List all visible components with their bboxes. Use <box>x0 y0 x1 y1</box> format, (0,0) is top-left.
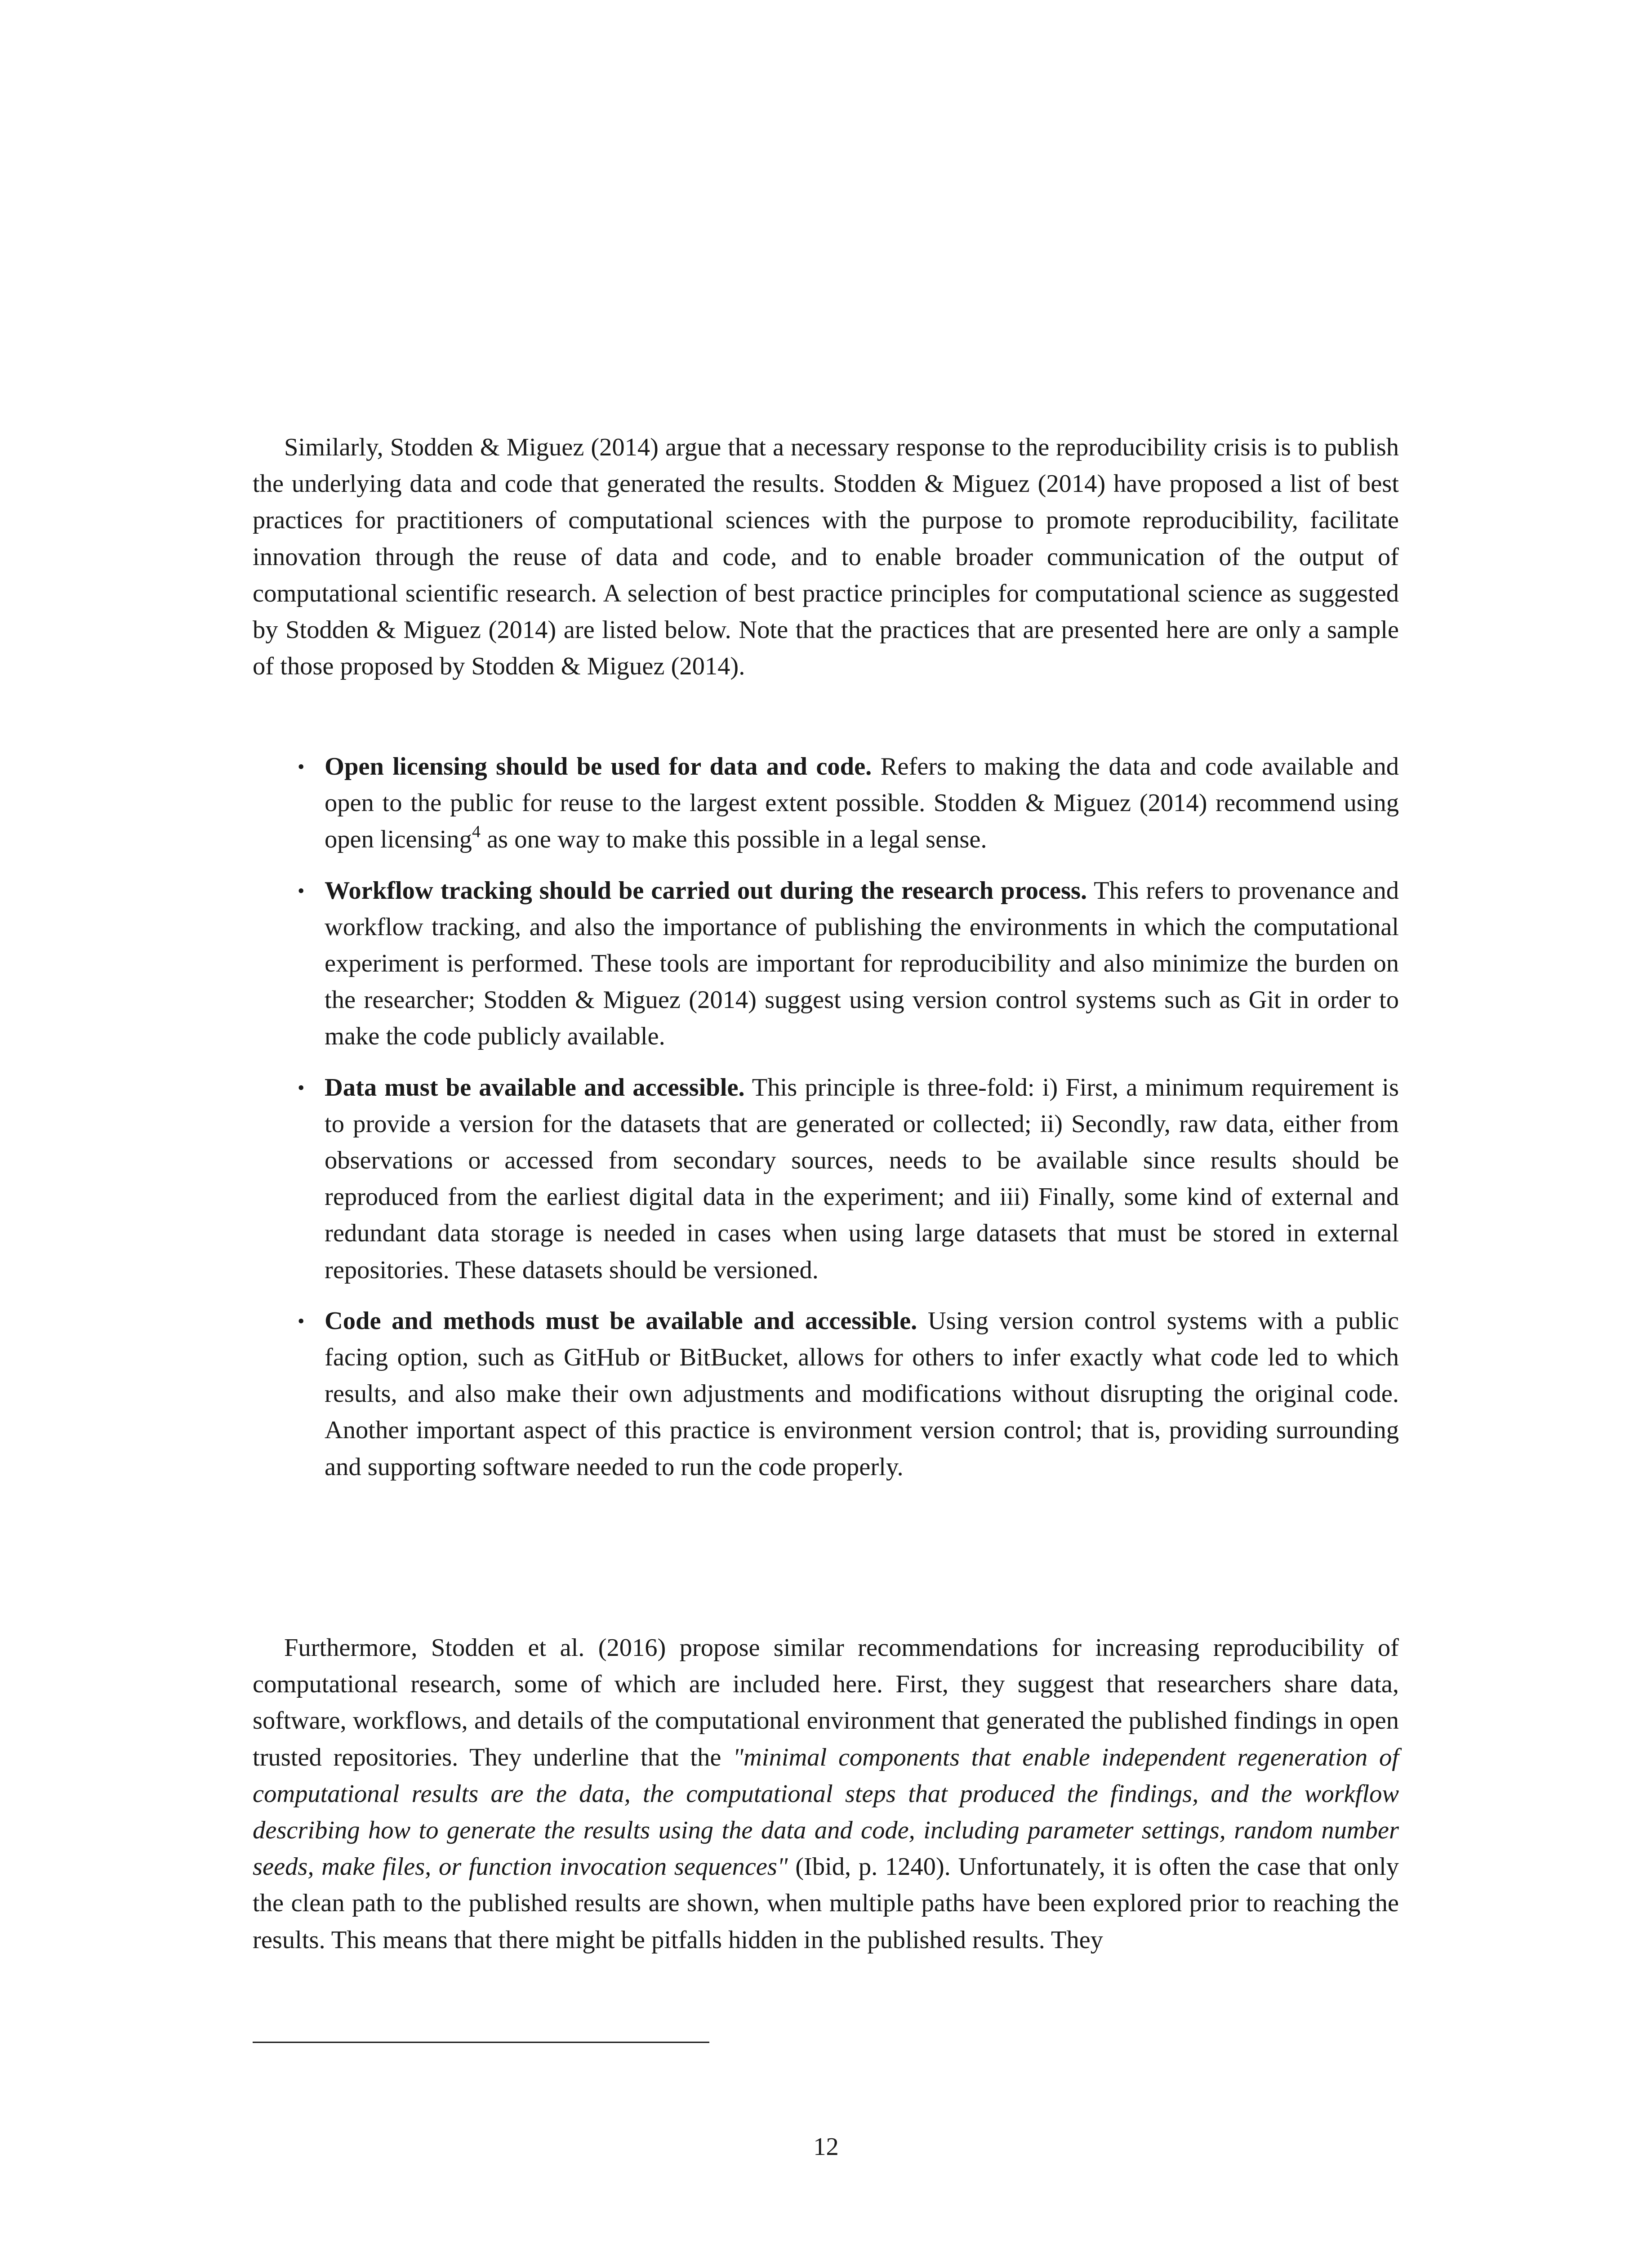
page-number: 12 <box>813 2133 839 2161</box>
intro-paragraph-text: Similarly, Stodden & Miguez (2014) argue that a necessary response to the reproducibility crisis is to publish the underlying data and code that generated the results. Stodden & Miguez (2014) have proposed a list of best practices for practitioners of computational sciences with the purpose to promote reproducibility, facilitate innovation through the reuse of data and code, and to enable broader communication of the output of computational scientific research. A selection of best practice principles for computational science as suggested by Stodden & Miguez (2014) are listed below. Note that the practices that are presented here are only a sample of those proposed by Stodden & Miguez (2014). <box>253 433 1399 681</box>
list-item <box>298 873 1399 1055</box>
bullet-title: Open licensing should be used for data and code. <box>325 753 872 781</box>
intro-paragraph <box>253 429 1399 685</box>
bullet-title: Workflow tracking should be carried out during the research process. <box>325 876 1087 905</box>
quoted-text: "minimal components that enable independent regeneration of computational results are the data, the computational steps that produced the findings, and the workflow describing how to generate the results using the data and code, including parameter settings, random number seeds, make files, or function invocation sequences" <box>253 1743 1399 1881</box>
bullet-icon: • <box>298 1076 305 1099</box>
list-item <box>298 1303 1399 1485</box>
bullet-body: Refers to making the data and code available and open to the public for reuse to the largest extent possible. Stodden & Miguez (2014) recommend using open licensing <box>325 753 1399 854</box>
paragraph-text: Furthermore, Stodden et al. (2016) propose similar recommendations for increasing reproducibility of computational research, some of which are included here. First, they suggest that researchers share data, software, workflows, and details of the computational environment that generated the published findings in open trusted repositories. They underline that the <box>253 1634 1399 1771</box>
list-item <box>298 1070 1399 1289</box>
paragraph-text-continued: (Ibid, p. 1240). Unfortunately, it is often the case that only the clean path to the published results are shown, when multiple paths have been explored prior to reaching the results. This means that there might be pitfalls hidden in the published results. They <box>253 1853 1399 1954</box>
best-practices-list <box>298 749 1399 1485</box>
bullet-body-continued: as one way to make this possible in a legal sense. <box>480 825 987 854</box>
bullet-title: Code and methods must be available and accessible. <box>325 1307 917 1335</box>
bullet-icon: • <box>298 756 305 778</box>
bullet-title: Data must be available and accessible. <box>325 1073 745 1102</box>
bullet-icon: • <box>298 879 305 902</box>
bullet-icon: • <box>298 1310 305 1332</box>
footnote-marker: 4 <box>472 822 481 841</box>
bullet-body: Using version control systems with a public facing option, such as GitHub or BitBucket, allows for others to infer exactly what code led to which results, and also make their own adjustments and modifications without disrupting the original code. Another important aspect of this practice is environment version control; that is, providing surrounding and supporting software needed to run the code properly. <box>325 1307 1399 1481</box>
list-item <box>298 749 1399 858</box>
bullet-body: This principle is three-fold: i) First, a minimum requirement is to provide a version for the datasets that are generated or collected; ii) Secondly, raw data, either from observations or accessed from secondary sources, needs to be available since results should be reproduced from the earliest digital data in the experiment; and iii) Finally, some kind of external and redundant data storage is needed in cases when using large datasets that must be stored in external repositories. These datasets should be versioned. <box>325 1073 1399 1284</box>
furthermore-paragraph <box>253 1630 1399 1958</box>
furthermore-paragraph-text <box>253 1630 1399 1958</box>
footnote-separator <box>253 2042 709 2043</box>
bullet-body: This refers to provenance and workflow tracking, and also the importance of publishing the environments in which the computational experiment is performed. These tools are important for reproducibility and also minimize the burden on the researcher; Stodden & Miguez (2014) suggest using version control systems such as Git in order to make the code publicly available. <box>325 876 1399 1051</box>
